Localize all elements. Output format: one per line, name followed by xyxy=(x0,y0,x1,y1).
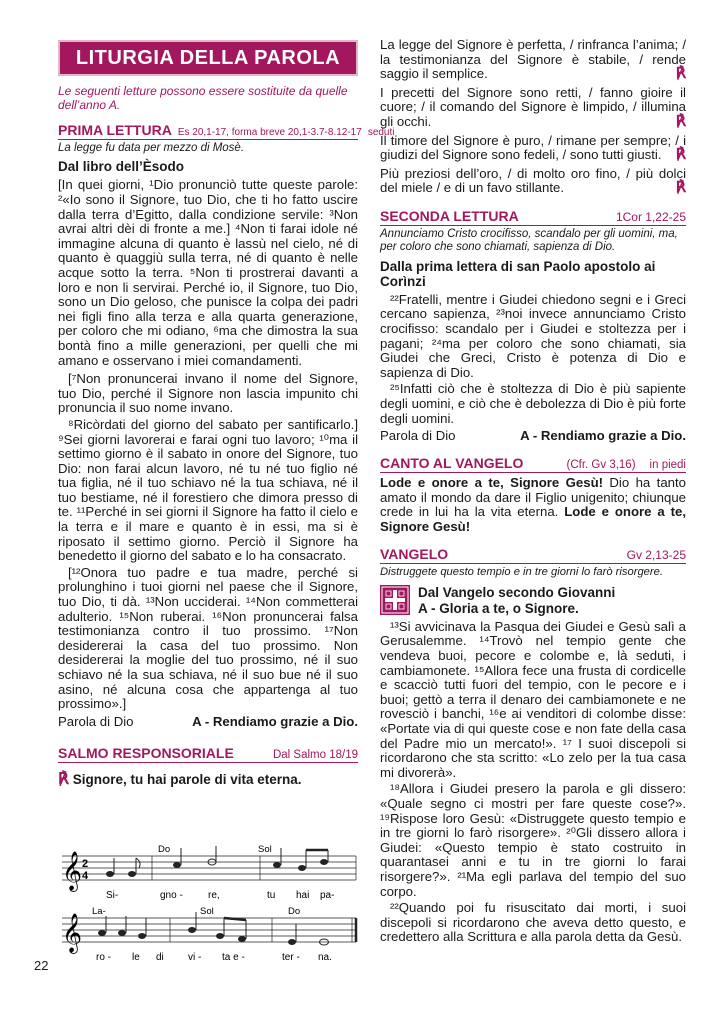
psalm-stanza-1: La legge del Signore è perfetta, / rinfranca l’anima; / la testimonianza del Signore è stabile, / rende saggio il semplice. ℟ xyxy=(380,37,686,83)
verbum-label: Parola di Dio xyxy=(380,428,456,444)
gospel-header xyxy=(380,546,686,562)
psalm-ref: Dal Salmo 18/19 xyxy=(272,748,358,761)
gospel-label: VANGELO xyxy=(380,546,449,563)
second-reading-header xyxy=(380,208,686,224)
psalm-header xyxy=(58,745,358,761)
first-reading-p1: [In quei giorni, ¹Dio pronunciò tutte queste parole: ²«Io sono il Signore, tuo Dio, che ti ho fatto uscire dalla terra d’Egitto, dalla condizione servile: ³Non avrai altri dèi di fronte a me.] ⁴Non ti farai idole né immagine alcuna di quanto è lassù nel cielo, né di quanto è quaggiù sulla terra, né di quanto è nelle acque sotto la terra. ⁵Non ti prostrerai davanti a loro e non li servirai. Perché io, il Signore, tuo Dio, sono un Dio geloso, che punisce la colpa dei padri nei figli fino alla terza e alla quarta generazione, per coloro che mi odiano, ⁶ma che dimostra la sua bontà fino a mille generazioni, per quelli che mi amano e osservano i miei comandamenti. xyxy=(58,177,358,368)
gospel-ref: Gv 2,13-25 xyxy=(626,548,686,563)
second-reading-p1: ²²Fratelli, mentre i Giudei chiedono segni e i Greci cercano sapienza, ²³noi invece annunciamo Cristo crocifisso: scandalo per i Giudei e stoltezza per i pagani; ²⁴ma per coloro che sono chiamati, sia Giudei che Greci, Cristo è potenza di Dio e sapienza di Dio. xyxy=(380,291,686,380)
gospel-response: A - Gloria a te, o Signore. xyxy=(418,600,579,616)
people-response: A - Rendiamo grazie a Dio. xyxy=(192,713,358,729)
gospel-p2: ¹⁸Allora i Giudei presero la parola e gli dissero: «Quale segno ci mostri per fare queste cose?». ¹⁹Rispose loro Gesù: «Distruggete questo tempio e in tre giorni lo farò risorgere». ²⁰Gli dissero allora i Giudei: «Questo tempio è stato costruito in quarantasei anni e tu in tre giorni lo farai risorgere?». ²¹Ma egli parlava del tempio del suo corpo. xyxy=(380,781,686,899)
svg-text:4: 4 xyxy=(82,870,89,882)
chord: Sol xyxy=(258,844,272,855)
gospel-source: Dal Vangelo secondo Giovanni xyxy=(418,584,616,600)
divider xyxy=(58,762,358,763)
svg-text:2: 2 xyxy=(82,858,89,870)
lyric: di xyxy=(156,952,164,963)
gospel-acclamation-header xyxy=(380,455,686,471)
right-column xyxy=(380,38,686,945)
gospel-cross-icon xyxy=(380,585,410,615)
response-symbol: ℟ xyxy=(675,112,686,130)
first-reading-tagline: La legge fu data per mezzo di Mosè. xyxy=(58,142,245,154)
psalm-stanza-3: Il timore del Signore è puro, / rimane per sempre; / i giudizi del Signore sono fedeli, / sono tutti giusti. ℟ xyxy=(380,132,686,164)
gospel-intro-text xyxy=(418,585,615,617)
lyric: le xyxy=(132,952,140,963)
refrain-text: Signore, tu hai parole di vita eterna. xyxy=(72,771,302,787)
response-symbol: ℟ xyxy=(58,770,69,788)
verbum-label: Parola di Dio xyxy=(58,713,134,729)
lyric: ro - xyxy=(96,952,111,963)
lyric: vi - xyxy=(188,952,202,963)
gospel-acclamation-label: CANTO AL VANGELO xyxy=(380,455,524,472)
first-reading-source: Dal libro dell’Èsodo xyxy=(58,159,185,175)
second-reading-acclamation xyxy=(380,428,686,443)
first-reading-ref: Es 20,1-17, forma breve 20,1-3.7-8.12-17 xyxy=(177,127,362,138)
response-symbol: ℟ xyxy=(675,146,686,164)
lyric: ta e - xyxy=(222,952,245,963)
first-reading-acclamation xyxy=(58,714,358,729)
response-symbol: ℟ xyxy=(675,179,686,197)
chord: Sol xyxy=(200,906,214,917)
second-reading-ref: 1Cor 1,22-25 xyxy=(615,209,686,224)
psalm-refrain xyxy=(58,769,358,789)
lyric: re, xyxy=(208,890,220,901)
chord: Do xyxy=(158,844,171,855)
lyric: Si- xyxy=(106,890,119,901)
first-reading-p3: ⁸Ricòrdati del giorno del sabato per santificarlo.] ⁹Sei giorni lavorerai e farai ogni tuo lavoro; ¹⁰ma il settimo giorno è il sabato in onore del Signore, tuo Dio: non farai alcun lavoro, né tu né tuo figlio né tua figlia, né il tuo schiavo né la tua schiava, né il tuo bestiame, né il forestiero che dimora presso di te. ¹¹Perché in sei giorni il Signore ha fatto il cielo e la terra e il mare e quanto è in essi, ma si è riposato il settimo giorno. Perciò il Signore ha benedetto il giorno del sabato e lo ha consacrato. xyxy=(58,416,358,564)
gospel-acclamation-ref: (Cfr. Gv 3,16) xyxy=(566,459,636,472)
left-column xyxy=(58,84,395,789)
psalm-label: SALMO RESPONSORIALE xyxy=(58,744,234,761)
lyric: tu xyxy=(267,890,276,901)
first-reading-p2: [⁷Non pronuncerai invano il nome del Signore, tuo Dio, perché il Signore non lascia impunito chi pronuncia il suo nome invano. xyxy=(58,371,358,416)
page-number: 22 xyxy=(34,958,49,973)
second-reading-source: Dalla prima lettera di san Paolo apostolo ai Corìnzi xyxy=(380,258,656,289)
section-banner: LITURGIA DELLA PAROLA xyxy=(58,40,358,76)
gospel-tagline: Distruggete questo tempio e in tre giorni lo farò risorgere. xyxy=(380,566,663,579)
lyric: gno - xyxy=(160,890,183,901)
second-reading-tagline: Annunciamo Cristo crocifisso, scandalo per gli uomini, ma, per coloro che sono chiamati, sapienza di Dio. xyxy=(380,227,678,254)
divider xyxy=(380,472,686,473)
lyric: hai xyxy=(296,890,310,901)
response-symbol: ℟ xyxy=(675,65,686,83)
first-reading-header xyxy=(58,122,395,138)
treble-clef-icon: 𝄞 xyxy=(62,913,83,953)
divider xyxy=(58,139,358,140)
chord: Do xyxy=(288,906,301,917)
gospel-p1: ¹³Si avvicinava la Pasqua dei Giudei e Gesù salì a Gerusalemme. ¹⁴Trovò nel tempio gente che vendeva buoi, pecore e colombe e, là seduti, i cambiamonete. ¹⁵Allora fece una frusta di cordicelle e scacciò tutti fuori del tempio, con le pecore e i buoi; gettò a terra il denaro dei cambiamonete e ne rovesciò i banchi, ¹⁶e ai venditori di colombe disse: «Portate via di qui queste cose e non fate della casa del Padre mio un mercato!». ¹⁷ I suoi discepoli si ricordarono che sta scritto: «Lo zelo per la tua casa mi divorerà». xyxy=(380,618,686,780)
psalm-stanza-4: Più preziosi dell’oro, / di molto oro fino, / più dolci del miele / e di un favo stillante. ℟ xyxy=(380,165,686,197)
divider xyxy=(380,225,686,226)
gospel-acclamation-text: Lode e onore a te, Signore Gesù! Dio ha tanto amato il mondo da dare il Figlio unigenito; chiunque crede in lui ha la vita eterna. Lode e onore a te, Signore Gesù! xyxy=(380,475,686,534)
music-staff-1 xyxy=(62,842,358,904)
lyric: pa- xyxy=(320,890,335,901)
second-reading-label: SECONDA LETTURA xyxy=(380,207,519,224)
gospel-p3: ²²Quando poi fu risuscitato dai morti, i suoi discepoli si ricordarono che aveva detto questo, e credettero alla Scrittura e alla parola detta da Gesù. xyxy=(380,900,686,945)
lyric: ter - xyxy=(282,952,300,963)
gospel-acclamation-posture: in piedi xyxy=(649,459,686,472)
treble-clef-icon: 𝄞 xyxy=(62,851,83,891)
first-reading-label: PRIMA LETTURA xyxy=(58,122,172,138)
second-reading-p2: ²⁵Infatti ciò che è stoltezza di Dio è più sapiente degli uomini, e ciò che è debolezza di Dio è più forte degli uomini. xyxy=(380,381,686,426)
first-reading-p4: [¹²Onora tuo padre e tua madre, perché si prolunghino i tuoi giorni nel paese che il Signore, tuo Dio, ti dà. ¹³Non ucciderai. ¹⁴Non commetterai adulterio. ¹⁵Non ruberai. ¹⁶Non pronuncerai falsa testimonianza contro il tuo prossimo. ¹⁷Non desidererai la casa del tuo prossimo. Non desidererai la moglie del tuo prossimo, né il suo schiavo né la sua schiava, né il suo bue né il suo asino, né alcuna cosa che appartenga al tuo prossimo».] xyxy=(58,564,358,712)
lyric: na. xyxy=(318,952,332,963)
gospel-intro xyxy=(380,585,686,617)
people-response: A - Rendiamo grazie a Dio. xyxy=(520,428,686,444)
psalm-stanza-2: I precetti del Signore sono retti, / fanno gioire il cuore; / il comando del Signore è limpido, / illumina gli occhi. ℟ xyxy=(380,84,686,130)
chord: La- xyxy=(92,906,106,917)
first-reading-posture: seduti xyxy=(367,127,395,138)
music-staff-2 xyxy=(62,904,358,966)
intro-note: Le seguenti letture possono essere sostituite da quelle dell’anno A. xyxy=(58,84,348,112)
divider xyxy=(380,563,686,564)
